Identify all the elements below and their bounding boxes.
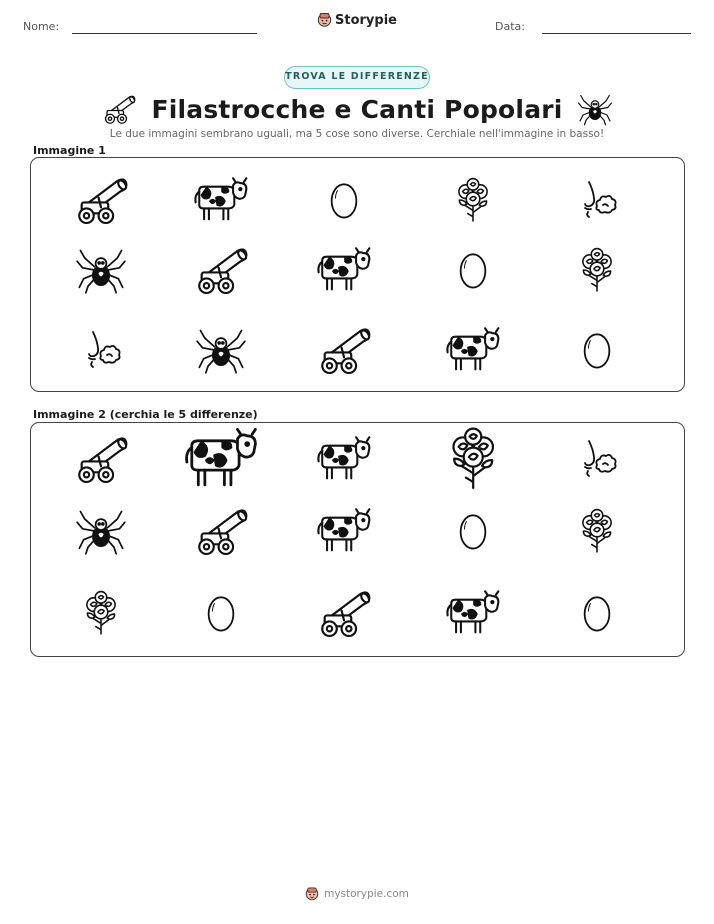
date-line[interactable] — [542, 33, 691, 34]
rose-icon[interactable] — [441, 425, 505, 492]
instructions: Le due immagini sembrano uguali, ma 5 cose sono diverse. Cerchiale nell'immagine in basso! — [109, 128, 605, 140]
rose-icon-graphic — [574, 507, 620, 555]
cow-icon — [315, 245, 373, 295]
egg-icon[interactable] — [454, 508, 492, 554]
footer-url[interactable]: mystorypie.com — [324, 888, 409, 900]
cannon-icon-graphic — [72, 173, 130, 227]
egg-icon — [325, 177, 363, 223]
cannon-icon[interactable] — [72, 432, 130, 486]
egg-icon-graphic — [202, 590, 240, 636]
storypie-logo-icon — [305, 886, 319, 902]
title-row — [0, 90, 714, 128]
nose-icon-graphic — [77, 328, 125, 372]
cannon-icon-graphic — [315, 323, 373, 377]
rose-icon-graphic — [574, 246, 620, 294]
activity-badge: TROVA LE DIFFERENZE — [284, 66, 430, 89]
cow-icon[interactable] — [315, 434, 373, 484]
egg-icon — [454, 247, 492, 293]
cannon-icon-graphic — [192, 504, 250, 558]
egg-icon — [578, 327, 616, 373]
date-label: Data: — [495, 20, 525, 33]
egg-icon-graphic — [325, 177, 363, 223]
cannon-icon-graphic — [72, 432, 130, 486]
egg-icon-graphic — [578, 327, 616, 373]
nose-icon-graphic — [573, 178, 621, 222]
rose-icon[interactable] — [574, 507, 620, 555]
rose-icon — [450, 176, 496, 224]
rose-icon-graphic — [441, 425, 505, 492]
image1-label: Immagine 1 — [33, 144, 106, 157]
spider-icon[interactable] — [75, 507, 127, 555]
cow-icon[interactable] — [444, 588, 502, 638]
cow-icon-graphic — [315, 245, 373, 295]
brand — [0, 12, 714, 32]
cannon-icon[interactable] — [315, 586, 373, 640]
cow-icon — [444, 325, 502, 375]
cow-icon — [192, 175, 250, 225]
rose-icon — [574, 246, 620, 294]
rose-icon-graphic — [78, 589, 124, 637]
name-label: Nome: — [23, 20, 60, 33]
storypie-logo-icon — [317, 12, 332, 28]
egg-icon[interactable] — [202, 590, 240, 636]
nose-icon — [77, 328, 125, 372]
cow-icon-graphic — [444, 588, 502, 638]
spider-icon — [577, 92, 613, 126]
page-title: Filastrocche e Canti Popolari — [151, 94, 563, 124]
cannon-icon-graphic — [192, 243, 250, 297]
nose-icon — [573, 178, 621, 222]
cow-icon[interactable] — [182, 425, 260, 493]
cow-icon-graphic — [315, 434, 373, 484]
cannon-icon — [101, 92, 137, 126]
spider-icon — [75, 246, 127, 294]
spider-icon — [195, 326, 247, 374]
spider-icon-graphic — [75, 507, 127, 555]
egg-icon-graphic — [454, 247, 492, 293]
cow-icon-graphic — [444, 325, 502, 375]
spider-icon-graphic — [75, 246, 127, 294]
name-line[interactable] — [72, 33, 257, 34]
image2-label: Immagine 2 (cerchia le 5 differenze) — [33, 408, 258, 421]
nose-icon[interactable] — [573, 437, 621, 481]
cow-icon-graphic — [182, 425, 260, 493]
brand-name: Storypie — [335, 12, 397, 28]
image1-panel — [30, 157, 685, 392]
cow-icon-graphic — [315, 506, 373, 556]
image2-panel[interactable] — [30, 422, 685, 657]
cannon-icon-graphic — [315, 586, 373, 640]
egg-icon-graphic — [578, 590, 616, 636]
spider-icon-graphic — [195, 326, 247, 374]
rose-icon[interactable] — [78, 589, 124, 637]
rose-icon-graphic — [450, 176, 496, 224]
cannon-icon — [192, 243, 250, 297]
cow-icon-graphic — [192, 175, 250, 225]
cannon-icon[interactable] — [192, 504, 250, 558]
egg-icon[interactable] — [578, 590, 616, 636]
cannon-icon — [72, 173, 130, 227]
footer — [0, 886, 714, 906]
nose-icon-graphic — [573, 437, 621, 481]
cow-icon[interactable] — [315, 506, 373, 556]
cannon-icon — [315, 323, 373, 377]
egg-icon-graphic — [454, 508, 492, 554]
